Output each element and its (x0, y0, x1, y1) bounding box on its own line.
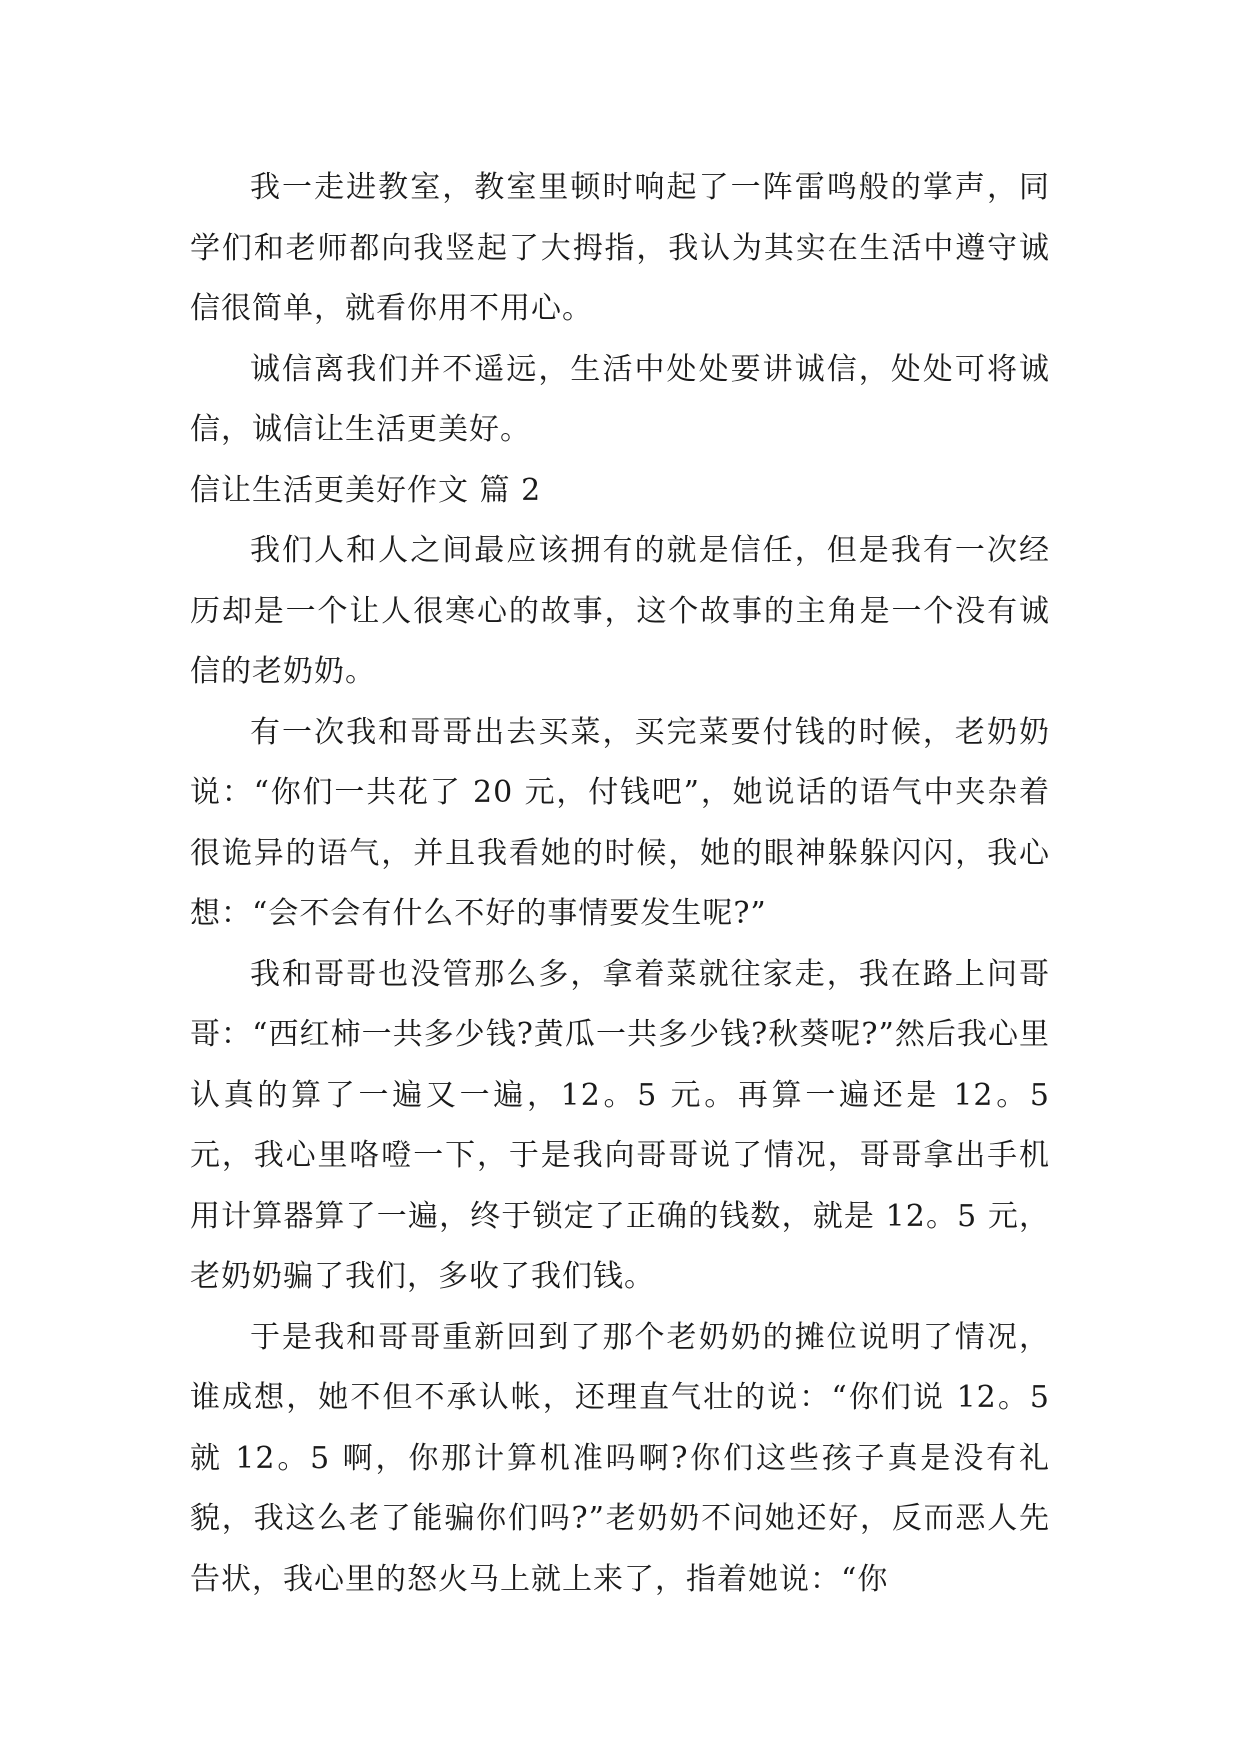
section-heading: 信让生活更美好作文 篇 2 (190, 472, 542, 508)
paragraph-1: 我一走进教室，教室里顿时响起了一阵雷鸣般的掌声，同学们和老师都向我竖起了大拇指，我认为其实在生活中遵守诚信很简单，就看你用不用心。 (190, 170, 1050, 326)
paragraph-3: 我们人和人之间最应该拥有的就是信任，但是我有一次经历却是一个让人很寒心的故事，这个故事的主角是一个没有诚信的老奶奶。 (190, 533, 1050, 689)
paragraph-6: 于是我和哥哥重新回到了那个老奶奶的摊位说明了情况，谁成想，她不但不承认帐，还理直气壮的说：“你们说 12。5 就 12。5 啊，你那计算机准吗啊?你们这些孩子真是没有礼貌，我这么老了能骗你们吗?”老奶奶不问她还好，反而恶人先告状，我心里的怒火马上就上来了，指着她说：“你 (190, 1319, 1050, 1597)
paragraph-4: 有一次我和哥哥出去买菜，买完菜要付钱的时候，老奶奶说：“你们一共花了 20 元，付钱吧”，她说话的语气中夹杂着很诡异的语气，并且我看她的时候，她的眼神躲躲闪闪，我心想：“会不会有什么不好的事情要发生呢?” (190, 714, 1050, 931)
paragraph-2: 诚信离我们并不遥远，生活中处处要讲诚信，处处可将诚信，诚信让生活更美好。 (190, 351, 1050, 447)
document-page (190, 158, 1050, 1610)
paragraph-5: 我和哥哥也没管那么多，拿着菜就往家走，我在路上问哥哥：“西红柿一共多少钱?黄瓜一共多少钱?秋葵呢?”然后我心里认真的算了一遍又一遍，12。5 元。再算一遍还是 12。5 元，我心里咯噔一下，于是我向哥哥说了情况，哥哥拿出手机用计算器算了一遍，终于锁定了正确的钱数，就是 12。5 元，老奶奶骗了我们，多收了我们钱。 (190, 956, 1050, 1294)
